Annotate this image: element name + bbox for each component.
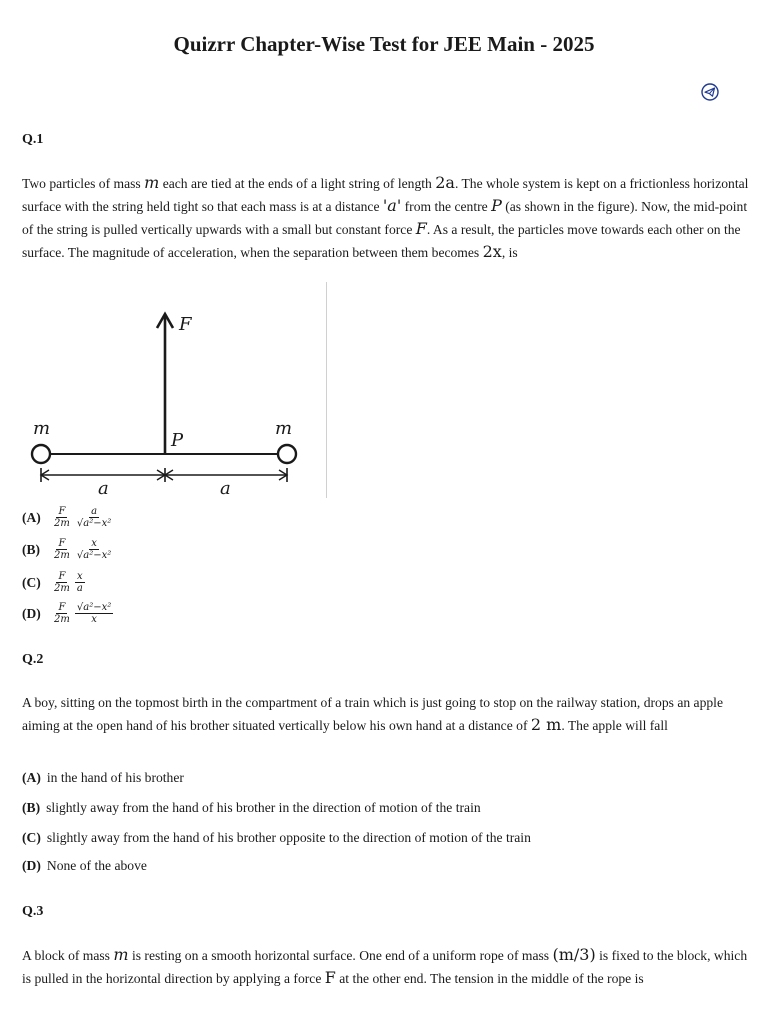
option-b[interactable]: (B) $\frac{F}{2m}$ $\frac{x}{\text{√a²−x²}}$	[22, 538, 112, 561]
option-text: slightly away from the hand of his brother opposite to the direction of motion of the train	[46, 830, 531, 845]
mass-right	[278, 445, 296, 463]
option-label: (B)	[22, 541, 40, 557]
distance-left-label: a	[98, 478, 109, 498]
option-label: (D)	[22, 605, 41, 621]
force-label: F	[179, 314, 192, 335]
option-label: (C)	[22, 830, 41, 845]
mass-left	[32, 445, 50, 463]
option-label: (D)	[22, 858, 41, 873]
telegram-icon[interactable]	[700, 82, 720, 102]
mass-right-label: m	[275, 418, 293, 439]
string-masses-diagram	[22, 282, 302, 498]
question-number: Q.3	[22, 904, 44, 919]
option-c[interactable]: (C) $\frac{F}{2m}$ $\frac{x}{a}$	[22, 571, 83, 594]
question-text: Two particles of mass m each are tied at the ends of a light string of length 2a. The whole system is kept on a frictionless horizontal surface with the string held tight so that each mass is at a distance 'a' from the centre P (as shown in the figure). Now, the mid-point of the string is pulled vertically upwards with a small but constant force F. As a result, the particles move towards each other on the surface. The magnitude of acceleration, when the separation between them becomes 2x, is	[22, 173, 749, 261]
option-label: (B)	[22, 800, 41, 815]
question-text: A block of mass m is resting on a smooth horizontal surface. One end of a uniform rope of mass (m/3) is fixed to the block, which is pulled in the horizontal direction by applying a force F at the other end. The tension in the middle of the rope is	[22, 945, 748, 987]
option-label: (A)	[22, 770, 41, 785]
question-figure	[22, 282, 327, 498]
mass-left-label: m	[33, 418, 51, 439]
question-text: A boy, sitting on the topmost birth in the compartment of a train which is just going to stop on the railway station, drops an apple aiming at the open hand of his brother situated vertically below his own hand at a distance of 2 m. The apple will fall	[22, 695, 723, 734]
option-b[interactable]	[22, 800, 481, 816]
option-text: slightly away from the hand of his brother in the direction of motion of the train	[46, 800, 481, 815]
page-title: Quizrr Chapter-Wise Test for JEE Main - 2025	[173, 32, 595, 56]
distance-right-label: a	[220, 478, 231, 498]
question-number: Q.2	[22, 652, 44, 667]
option-a[interactable]	[22, 770, 184, 786]
option-text: None of the above	[46, 858, 147, 873]
option-a[interactable]: (A) $\frac{F}{2m}$ $\frac{a}{\text{√a²−x²}}$	[22, 506, 112, 529]
centre-label: P	[171, 430, 184, 451]
option-d[interactable]: (D) $\frac{F}{2m}$ $\frac{\text{√a²−x²}}{x}$	[22, 602, 112, 625]
question-number: Q.1	[22, 132, 44, 147]
option-label: (C)	[22, 574, 41, 590]
option-c[interactable]	[22, 830, 531, 846]
option-d[interactable]	[22, 858, 147, 874]
option-text: in the hand of his brother	[46, 770, 184, 785]
option-label: (A)	[22, 509, 41, 525]
